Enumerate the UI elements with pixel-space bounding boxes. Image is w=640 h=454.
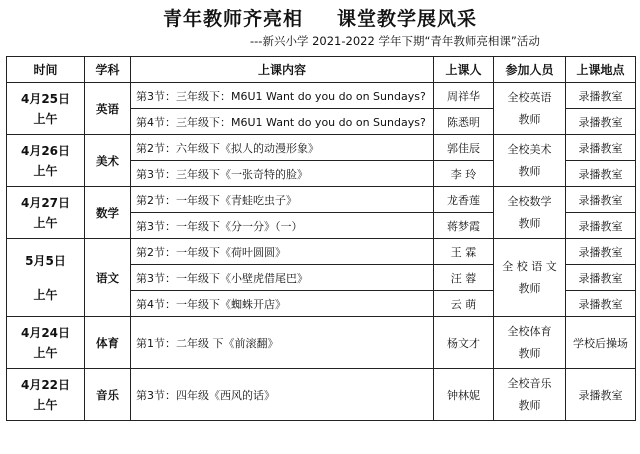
participants-line2: 教师 [518, 398, 541, 412]
participants-cell [494, 135, 566, 187]
period-text: 上午 [33, 345, 58, 360]
date-cell [7, 317, 85, 369]
teacher-cell: 王 霖 [434, 239, 494, 265]
table-row [7, 135, 636, 161]
teacher-cell: 李 玲 [434, 161, 494, 187]
participants-cell [494, 239, 566, 317]
subject-cell: 语文 [85, 239, 131, 317]
page-subtitle: ---新兴小学 2021-2022 学年下期“青年教师亮相课”活动 [250, 34, 540, 48]
participants-line1: 全校英语 [507, 90, 552, 104]
period-text: 上午 [33, 397, 58, 412]
content-cell: 第3节：三年级下：M6U1 Want do you do on Sundays? [131, 83, 434, 109]
participants-line1: 全校音乐 [507, 376, 552, 390]
content-cell: 第3节：三年级下《一张奇特的脸》 [131, 161, 434, 187]
location-cell: 录播教室 [566, 187, 636, 213]
column-header-participants: 参加人员 [494, 57, 566, 83]
table-row [7, 239, 636, 265]
subject-cell: 音乐 [85, 369, 131, 421]
teacher-cell: 杨文才 [434, 317, 494, 369]
content-cell: 第2节：一年级下《荷叶圆圆》 [131, 239, 434, 265]
teacher-cell: 钟林妮 [434, 369, 494, 421]
date-cell [7, 83, 85, 135]
teacher-cell: 云 萌 [434, 291, 494, 317]
teacher-cell: 汪 蓉 [434, 265, 494, 291]
location-cell: 录播教室 [566, 83, 636, 109]
location-cell: 学校后操场 [566, 317, 636, 369]
title-left: 青年教师齐亮相 [162, 8, 303, 30]
participants-cell [494, 317, 566, 369]
date-text: 4月27日 [20, 195, 71, 210]
period-text: 上午 [33, 287, 58, 302]
date-cell [7, 369, 85, 421]
location-cell: 录播教室 [566, 265, 636, 291]
table-row [7, 369, 636, 421]
date-cell [7, 239, 85, 317]
teacher-cell: 周祥华 [434, 83, 494, 109]
participants-line1: 全 校 语 文 [502, 259, 557, 273]
content-cell: 第3节：一年级下《小壁虎借尾巴》 [131, 265, 434, 291]
table-row [7, 187, 636, 213]
subject-cell: 美术 [85, 135, 131, 187]
teacher-cell: 郭佳辰 [434, 135, 494, 161]
title-right: 课堂教学展风采 [337, 8, 478, 30]
page-title [0, 4, 640, 31]
table-row [7, 83, 636, 109]
participants-line2: 教师 [518, 216, 541, 230]
participants-cell [494, 83, 566, 135]
location-cell: 录播教室 [566, 239, 636, 265]
subject-cell: 体育 [85, 317, 131, 369]
date-text: 5月5日 [25, 253, 66, 268]
column-header-subject: 学科 [85, 57, 131, 83]
participants-line1: 全校美术 [507, 142, 552, 156]
content-cell: 第3节：一年级下《分一分》（一） [131, 213, 434, 239]
date-text: 4月25日 [20, 91, 71, 106]
schedule-table [6, 56, 636, 421]
date-cell [7, 187, 85, 239]
table-header-row [7, 57, 636, 83]
teacher-cell: 龙香莲 [434, 187, 494, 213]
location-cell: 录播教室 [566, 135, 636, 161]
location-cell: 录播教室 [566, 213, 636, 239]
participants-cell [494, 369, 566, 421]
participants-line2: 教师 [518, 346, 541, 360]
participants-line1: 全校体育 [507, 324, 552, 338]
participants-line1: 全校数学 [507, 194, 552, 208]
column-header-location: 上课地点 [566, 57, 636, 83]
subject-cell: 数学 [85, 187, 131, 239]
teacher-cell: 陈悉明 [434, 109, 494, 135]
content-cell: 第4节：三年级下：M6U1 Want do you do on Sundays? [131, 109, 434, 135]
participants-line2: 教师 [518, 281, 541, 295]
column-header-teacher: 上课人 [434, 57, 494, 83]
location-cell: 录播教室 [566, 291, 636, 317]
location-cell: 录播教室 [566, 161, 636, 187]
date-cell [7, 135, 85, 187]
content-cell: 第2节：六年级下《拟人的动漫形象》 [131, 135, 434, 161]
column-header-time: 时间 [7, 57, 85, 83]
content-cell: 第1节：二年级 下《前滚翻》 [131, 317, 434, 369]
content-cell: 第3节：四年级《西风的话》 [131, 369, 434, 421]
period-text: 上午 [33, 111, 58, 126]
content-cell: 第4节：一年级下《蜘蛛开店》 [131, 291, 434, 317]
date-text: 4月22日 [20, 377, 71, 392]
participants-line2: 教师 [518, 112, 541, 126]
participants-cell [494, 187, 566, 239]
teacher-cell: 蒋梦霞 [434, 213, 494, 239]
location-cell: 录播教室 [566, 369, 636, 421]
subject-cell: 英语 [85, 83, 131, 135]
table-row [7, 317, 636, 369]
column-header-content: 上课内容 [131, 57, 434, 83]
period-text: 上午 [33, 215, 58, 230]
date-text: 4月26日 [20, 143, 71, 158]
location-cell: 录播教室 [566, 109, 636, 135]
participants-line2: 教师 [518, 164, 541, 178]
date-text: 4月24日 [20, 325, 71, 340]
period-text: 上午 [33, 163, 58, 178]
content-cell: 第2节：一年级下《青蛙吃虫子》 [131, 187, 434, 213]
